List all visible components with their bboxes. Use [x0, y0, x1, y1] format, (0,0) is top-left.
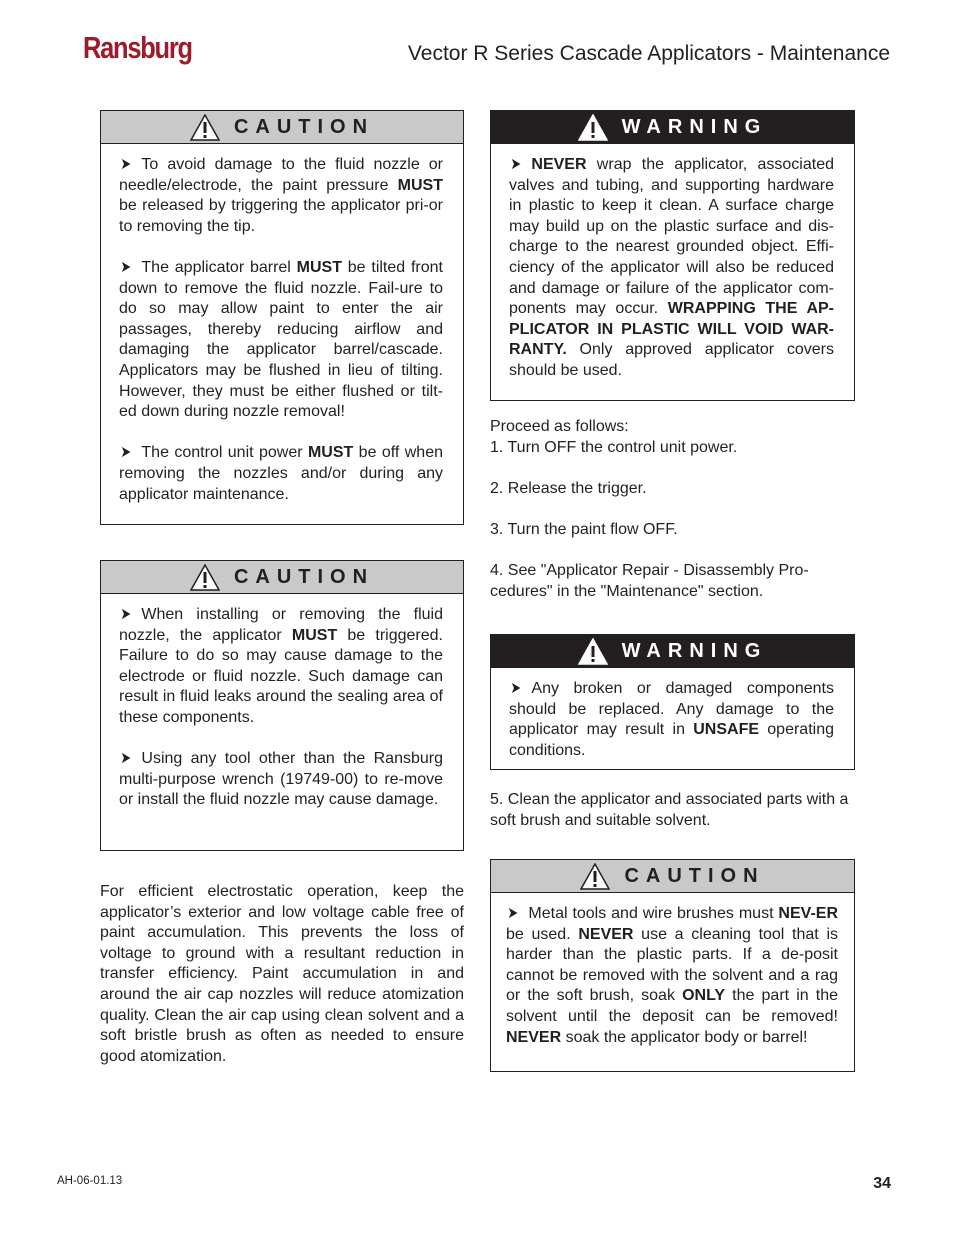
procedure-step: 1. Turn OFF the control unit power.: [490, 438, 738, 456]
caution-body: [491, 893, 854, 1060]
caution-box-cleaning-tools: [490, 859, 855, 1072]
caution-label: CAUTION: [233, 565, 375, 588]
caution-body: [101, 594, 463, 823]
caution-box-nozzle-install: [100, 560, 464, 851]
arrow-bullet-icon: ➤: [510, 156, 522, 173]
arrow-bullet-icon: ➤: [507, 905, 519, 922]
warning-triangle-icon: [578, 114, 608, 141]
arrow-bullet-icon: ➤: [510, 680, 522, 697]
procedure-step: 4. See "Applicator Repair - Disassembly Pro-cedures" in the "Maintenance" section.: [490, 562, 809, 600]
procedure-step-5: 5. Clean the applicator and associated parts with a soft brush and suitable solvent.: [490, 791, 849, 829]
document-title: Vector R Series Cascade Applicators - Maintenance: [407, 42, 890, 65]
caution-item: ➤ Metal tools and wire brushes must NEV-ER be used. NEVER use a cleaning tool that is harder than the plastic parts. If a de-posit cannot be removed with the solvent and a rag or the soft brush, soak ONLY the part in the solvent until the deposit can be removed! NEVER soak the applicator body or barrel!: [506, 905, 839, 1046]
warning-label: WARNING: [621, 116, 768, 138]
ransburg-logo: Ransburg: [83, 30, 192, 65]
warning-body: [491, 144, 854, 394]
caution-header: [101, 561, 463, 594]
caution-item: ➤ To avoid damage to the fluid nozzle or needle/electrode, the paint pressure MUST be released by triggering the applicator pri-or to removing the tip.: [119, 156, 443, 235]
caution-body: [101, 144, 463, 517]
arrow-bullet-icon: ➤: [120, 444, 132, 462]
caution-header: [491, 860, 854, 893]
caution-item: ➤ When installing or removing the fluid nozzle, the applicator MUST be triggered. Failure to do so may cause damage to the electrode or fluid nozzle. Such damage can result in fluid leaks around the sealing area of these components.: [119, 606, 443, 726]
warning-box-plastic-wrap: [490, 110, 855, 401]
warning-triangle-icon: [190, 114, 220, 141]
warning-item: ➤ Any broken or damaged components should be replaced. Any damage to the applicator may result in UNSAFE operating conditions.: [509, 680, 834, 759]
warning-body: [491, 668, 854, 773]
arrow-bullet-icon: ➤: [120, 606, 132, 623]
arrow-bullet-icon: ➤: [120, 156, 132, 173]
arrow-bullet-icon: ➤: [120, 750, 132, 768]
warning-triangle-icon: [578, 638, 608, 665]
warning-header: [491, 635, 854, 668]
procedure-steps: [490, 417, 855, 602]
caution-item: ➤ The applicator barrel MUST be tilted front down to remove the fluid nozzle. Fail-ure to do so may allow paint to enter the air passages, thereby reducing airflow and damaging the applicator barrel/cascade. Applicators may be flushed in lieu of tilting. However, they must be either flushed or tilt-ed down during nozzle removal!: [119, 258, 443, 421]
procedure-step: 3. Turn the paint flow OFF.: [490, 520, 678, 538]
caution-label: CAUTION: [233, 115, 375, 138]
caution-label: CAUTION: [624, 864, 765, 887]
caution-box-nozzle-removal: [100, 110, 464, 525]
arrow-bullet-icon: ➤: [120, 258, 132, 276]
procedure-intro: Proceed as follows:: [490, 418, 629, 435]
warning-header: [491, 111, 854, 144]
caution-item: ➤ Using any tool other than the Ransburg multi-purpose wrench (19749-00) to re-move or install the fluid nozzle may cause damage.: [119, 750, 443, 809]
warning-item: ➤ NEVER wrap the applicator, associated valves and tubing, and supporting hardware in plastic to keep it clean. A surface charge may build up on the plastic surface and dis-charge to the nearest grounded object. Effi-ciency of the applicator will also be reduced and damage or failure of the applicator com-ponents may occur. WRAPPING THE AP-PLICATOR IN PLASTIC WILL VOID WAR-RANTY. Only approved applicator covers should be used.: [509, 156, 834, 379]
document-code: AH-06-01.13: [57, 1175, 123, 1187]
warning-triangle-icon: [190, 564, 220, 591]
warning-label: WARNING: [621, 640, 768, 662]
body-paragraph: For efficient electrostatic operation, keep the applicator’s exterior and low voltage cable free of paint accumulation. This prevents the loss of voltage to ground with a resultant reduction in transfer efficiency. Paint accumulation in and around the air cap nozzles will reduce atomization quality. Clean the air cap using clean solvent and a soft bristle brush as often as needed to ensure good atomization.: [100, 883, 464, 1065]
warning-box-damaged-components: [490, 634, 855, 770]
caution-item: ➤ The control unit power MUST be off when removing the nozzles and/or during any applicator maintenance.: [119, 444, 444, 503]
caution-header: [101, 111, 463, 144]
page-number: 34: [873, 1175, 891, 1192]
warning-triangle-icon: [580, 863, 610, 890]
procedure-step: 2. Release the trigger.: [490, 479, 647, 497]
